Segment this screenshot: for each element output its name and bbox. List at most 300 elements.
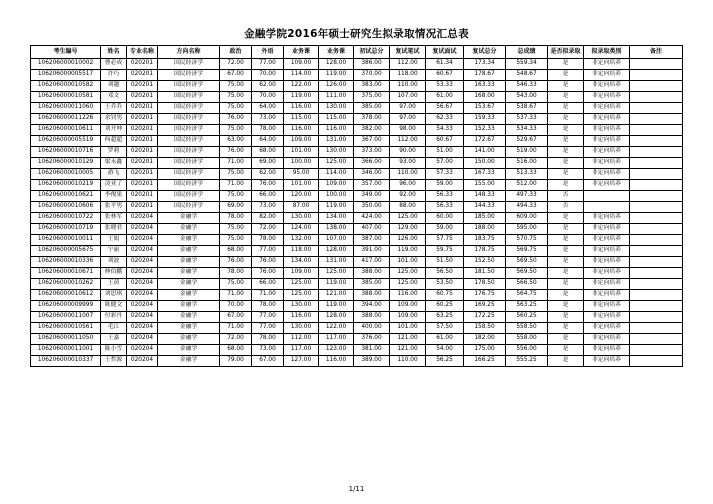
table-cell: 126.00 xyxy=(390,235,426,246)
column-header: 考生编号 xyxy=(31,46,101,59)
table-cell: 90.00 xyxy=(390,147,426,158)
table-cell: 非定向培养 xyxy=(584,257,630,268)
table-cell: 77.00 xyxy=(252,246,284,257)
table-cell: 124.00 xyxy=(284,224,319,235)
table-cell: 92.00 xyxy=(390,191,426,202)
table-cell: 76.00 xyxy=(252,180,284,191)
table-cell: 刘波 xyxy=(101,257,127,268)
table-cell: 71.00 xyxy=(220,323,252,334)
column-header: 拟录取类别 xyxy=(584,46,630,59)
table-cell: 62.33 xyxy=(426,114,464,125)
table-cell: 国民经济学 xyxy=(158,70,220,81)
table-cell: 73.00 xyxy=(252,114,284,125)
table-cell: 余钊男 xyxy=(101,114,127,125)
table-cell: 非定向培养 xyxy=(584,334,630,345)
table-cell: 68.00 xyxy=(252,147,284,158)
table-cell: 75.00 xyxy=(220,279,252,290)
table-cell: 178.75 xyxy=(464,246,506,257)
table-cell: 172.25 xyxy=(464,312,506,323)
table-cell: 57.33 xyxy=(426,169,464,180)
table-cell: 国民经济学 xyxy=(158,81,220,92)
table-cell: 69.00 xyxy=(252,158,284,169)
table-cell: 178.50 xyxy=(464,279,506,290)
column-header: 外语 xyxy=(252,46,284,59)
table-cell: 非定向培养 xyxy=(584,246,630,257)
table-cell: 357.00 xyxy=(354,180,390,191)
table-cell: 389.00 xyxy=(354,356,390,367)
table-cell xyxy=(630,70,683,81)
table-cell: 519.00 xyxy=(506,147,548,158)
table-cell: 是 xyxy=(548,246,584,257)
table-cell: 69.00 xyxy=(220,202,252,213)
table-row xyxy=(31,257,683,268)
table-cell: 非定向培养 xyxy=(584,103,630,114)
table-cell: 106206000011226 xyxy=(31,114,101,125)
table-cell: 101.00 xyxy=(284,180,319,191)
table-cell: 020201 xyxy=(127,92,158,103)
table-cell: 凌亚了 xyxy=(101,180,127,191)
table-cell: 71.00 xyxy=(220,180,252,191)
table-cell: 非定向培养 xyxy=(584,279,630,290)
table-cell: 56.67 xyxy=(426,103,464,114)
table-cell xyxy=(630,334,683,345)
table-cell: 国民经济学 xyxy=(158,92,220,103)
table-cell: 是 xyxy=(548,356,584,367)
table-cell: 国民经济学 xyxy=(158,147,220,158)
table-cell: 63.25 xyxy=(426,312,464,323)
table-cell: 159.33 xyxy=(464,114,506,125)
table-cell: 121.00 xyxy=(390,334,426,345)
table-cell: 125.00 xyxy=(319,158,354,169)
table-cell: 71.00 xyxy=(220,290,252,301)
table-cell: 78.00 xyxy=(252,125,284,136)
table-cell: 386.00 xyxy=(354,59,390,70)
table-cell: 61.34 xyxy=(426,59,464,70)
column-header: 政治 xyxy=(220,46,252,59)
table-cell: 109.00 xyxy=(284,268,319,279)
column-header: 备注 xyxy=(630,46,683,59)
table-cell: 020204 xyxy=(127,257,158,268)
table-cell: 79.00 xyxy=(220,356,252,367)
table-cell: 559.34 xyxy=(506,59,548,70)
table-cell: 93.00 xyxy=(390,158,426,169)
table-cell xyxy=(630,224,683,235)
table-cell: 72.00 xyxy=(220,59,252,70)
table-cell: 350.00 xyxy=(354,202,390,213)
table-cell: 391.00 xyxy=(354,246,390,257)
table-cell: 王嘉 xyxy=(101,334,127,345)
table-cell: 77.00 xyxy=(252,59,284,70)
table-cell: 56.33 xyxy=(426,202,464,213)
table-cell: 许巧 xyxy=(101,70,127,81)
table-row xyxy=(31,169,683,180)
table-cell: 394.00 xyxy=(354,301,390,312)
table-cell: 538.67 xyxy=(506,103,548,114)
table-cell: 116.00 xyxy=(390,290,426,301)
table-cell: 121.00 xyxy=(390,345,426,356)
table-cell: 60.25 xyxy=(426,301,464,312)
table-cell: 67.00 xyxy=(220,70,252,81)
table-cell xyxy=(630,235,683,246)
table-cell: 387.00 xyxy=(354,235,390,246)
table-cell: 560.25 xyxy=(506,312,548,323)
table-cell: 120.00 xyxy=(284,191,319,202)
table-row xyxy=(31,213,683,224)
table-cell: 王娟 xyxy=(101,235,127,246)
table-cell: 106206000011060 xyxy=(31,103,101,114)
table-cell: 106206000010582 xyxy=(31,81,101,92)
table-cell: 国民经济学 xyxy=(158,180,220,191)
column-header: 是否拟录取 xyxy=(548,46,584,59)
table-cell: 刘思琪 xyxy=(101,290,127,301)
table-cell: 否 xyxy=(548,202,584,213)
table-cell: 558.50 xyxy=(506,323,548,334)
table-cell: 118.00 xyxy=(390,70,426,81)
table-cell: 534.33 xyxy=(506,125,548,136)
table-cell: 国民经济学 xyxy=(158,114,220,125)
table-cell: 96.00 xyxy=(390,180,426,191)
table-cell: 020201 xyxy=(127,59,158,70)
table-cell: 王茵 xyxy=(101,279,127,290)
table-cell: 非定向培养 xyxy=(584,147,630,158)
table-cell: 67.00 xyxy=(220,312,252,323)
table-cell: 116.00 xyxy=(284,312,319,323)
table-cell: 109.00 xyxy=(390,301,426,312)
table-cell: 116.00 xyxy=(319,125,354,136)
table-cell: 400.00 xyxy=(354,323,390,334)
table-cell: 87.00 xyxy=(284,202,319,213)
table-cell: 424.00 xyxy=(354,213,390,224)
table-cell: 59.75 xyxy=(426,246,464,257)
table-cell: 407.00 xyxy=(354,224,390,235)
table-cell: 020204 xyxy=(127,334,158,345)
table-cell: 020201 xyxy=(127,169,158,180)
column-header: 总成绩 xyxy=(506,46,548,59)
table-cell: 178.67 xyxy=(464,70,506,81)
table-cell xyxy=(630,158,683,169)
table-row xyxy=(31,334,683,345)
table-cell: 109.00 xyxy=(284,59,319,70)
table-cell: 76.00 xyxy=(220,114,252,125)
table-cell: 155.00 xyxy=(464,180,506,191)
table-cell: 毛江 xyxy=(101,323,127,334)
table-cell: 497.33 xyxy=(506,191,548,202)
table-cell: 金融学 xyxy=(158,290,220,301)
table-cell: 97.00 xyxy=(390,103,426,114)
table-row xyxy=(31,114,683,125)
table-cell: 是 xyxy=(548,103,584,114)
column-header: 复试总分 xyxy=(464,46,506,59)
table-cell: 106206000010612 xyxy=(31,290,101,301)
table-cell: 62.00 xyxy=(252,81,284,92)
table-cell: 110.00 xyxy=(390,169,426,180)
table-cell: 130.00 xyxy=(319,103,354,114)
table-cell: 是 xyxy=(548,301,584,312)
table-cell: 182.00 xyxy=(464,334,506,345)
table-cell: 115.00 xyxy=(319,114,354,125)
table-cell: 非定向培养 xyxy=(584,70,630,81)
table-cell: 111.00 xyxy=(319,92,354,103)
table-cell: 曹必成 xyxy=(101,59,127,70)
table-cell: 130.00 xyxy=(319,147,354,158)
table-cell: 97.00 xyxy=(390,114,426,125)
table-cell: 75.00 xyxy=(220,191,252,202)
table-cell: 125.00 xyxy=(284,279,319,290)
table-cell: 非定向培养 xyxy=(584,114,630,125)
table-cell xyxy=(630,191,683,202)
table-cell xyxy=(630,103,683,114)
table-cell: 388.00 xyxy=(354,290,390,301)
table-cell: 国民经济学 xyxy=(158,59,220,70)
table-cell: 166.25 xyxy=(464,356,506,367)
table-cell: 非定向培养 xyxy=(584,169,630,180)
table-row xyxy=(31,235,683,246)
table-row xyxy=(31,246,683,257)
table-cell: 金融学 xyxy=(158,312,220,323)
table-cell: 176.75 xyxy=(464,290,506,301)
admission-table xyxy=(30,45,683,367)
table-row xyxy=(31,103,683,114)
table-cell: 106206000010002 xyxy=(31,59,101,70)
table-cell: 64.00 xyxy=(252,103,284,114)
table-cell: 119.00 xyxy=(319,279,354,290)
table-cell: 564.75 xyxy=(506,290,548,301)
table-cell: 是 xyxy=(548,312,584,323)
table-cell: 141.00 xyxy=(464,147,506,158)
table-cell: 106206000010581 xyxy=(31,92,101,103)
table-cell: 346.00 xyxy=(354,169,390,180)
table-cell: 388.00 xyxy=(354,312,390,323)
table-cell xyxy=(630,246,683,257)
table-cell: 否 xyxy=(548,191,584,202)
table-row xyxy=(31,81,683,92)
table-cell: 595.00 xyxy=(506,224,548,235)
table-cell xyxy=(630,169,683,180)
table-cell: 邓文 xyxy=(101,92,127,103)
table-cell: 是 xyxy=(548,169,584,180)
table-cell: 73.00 xyxy=(252,345,284,356)
table-cell xyxy=(630,114,683,125)
table-cell: 158.50 xyxy=(464,323,506,334)
table-cell: 548.67 xyxy=(506,70,548,81)
table-cell: 78.00 xyxy=(252,235,284,246)
table-cell: 152.33 xyxy=(464,125,506,136)
table-cell: 020204 xyxy=(127,224,158,235)
table-cell: 128.00 xyxy=(319,246,354,257)
table-cell: 134.00 xyxy=(319,213,354,224)
column-header: 业务课 xyxy=(284,46,319,59)
table-cell: 是 xyxy=(548,114,584,125)
table-cell: 是 xyxy=(548,345,584,356)
table-cell: 是 xyxy=(548,213,584,224)
table-cell: 76.00 xyxy=(252,257,284,268)
table-cell: 75.00 xyxy=(220,92,252,103)
table-cell: 100.00 xyxy=(319,191,354,202)
table-cell: 75.00 xyxy=(220,235,252,246)
table-cell xyxy=(630,290,683,301)
table-cell: 130.00 xyxy=(284,323,319,334)
table-cell: 是 xyxy=(548,268,584,279)
table-row xyxy=(31,279,683,290)
table-cell: 020201 xyxy=(127,114,158,125)
table-cell: 金融学 xyxy=(158,323,220,334)
table-row xyxy=(31,191,683,202)
table-cell: 020204 xyxy=(127,345,158,356)
table-cell: 金融学 xyxy=(158,224,220,235)
table-cell: 110.00 xyxy=(390,81,426,92)
table-cell: 134.00 xyxy=(284,257,319,268)
table-cell: 62.00 xyxy=(252,169,284,180)
table-cell: 非定向培养 xyxy=(584,81,630,92)
table-cell: 金融学 xyxy=(158,246,220,257)
table-cell: 是 xyxy=(548,323,584,334)
table-cell xyxy=(630,92,683,103)
table-cell: 107.00 xyxy=(390,92,426,103)
table-cell: 117.00 xyxy=(319,334,354,345)
table-cell: 106206000010716 xyxy=(31,147,101,158)
table-cell: 106206000010621 xyxy=(31,191,101,202)
table-cell: 020204 xyxy=(127,312,158,323)
table-cell: 106206000011007 xyxy=(31,312,101,323)
table-cell: 563.25 xyxy=(506,301,548,312)
table-cell: 116.00 xyxy=(284,125,319,136)
table-cell: 020204 xyxy=(127,323,158,334)
table-cell: 60.67 xyxy=(426,70,464,81)
table-cell: 76.00 xyxy=(252,268,284,279)
table-cell: 150.00 xyxy=(464,158,506,169)
table-cell: 金融学 xyxy=(158,257,220,268)
page-title: 金融学院2016年硕士研究生拟录取情况汇总表 xyxy=(244,28,469,40)
column-header: 业务课 xyxy=(319,46,354,59)
table-cell: 125.00 xyxy=(390,213,426,224)
table-cell: 101.00 xyxy=(390,323,426,334)
table-cell: 376.00 xyxy=(354,334,390,345)
table-cell: 张平男 xyxy=(101,202,127,213)
table-cell: 国民经济学 xyxy=(158,169,220,180)
table-cell: 122.00 xyxy=(319,323,354,334)
table-cell xyxy=(630,312,683,323)
table-row xyxy=(31,180,683,191)
table-row xyxy=(31,125,683,136)
table-cell xyxy=(630,202,683,213)
table-cell: 100.00 xyxy=(284,158,319,169)
table-cell: 是 xyxy=(548,224,584,235)
table-cell: 60.75 xyxy=(426,290,464,301)
table-cell: 国民经济学 xyxy=(158,103,220,114)
table-cell: 59.00 xyxy=(426,180,464,191)
column-header: 复试面试 xyxy=(426,46,464,59)
table-row xyxy=(31,202,683,213)
table-cell: 国民经济学 xyxy=(158,202,220,213)
table-cell: 020204 xyxy=(127,235,158,246)
table-cell: 546.33 xyxy=(506,81,548,92)
table-cell: 非定向培养 xyxy=(584,213,630,224)
table-cell: 126.00 xyxy=(319,81,354,92)
table-cell xyxy=(630,356,683,367)
table-cell: 112.00 xyxy=(390,59,426,70)
table-cell: 国民经济学 xyxy=(158,191,220,202)
table-cell: 金融学 xyxy=(158,268,220,279)
table-cell: 伸伯鹏 xyxy=(101,268,127,279)
table-cell: 555.25 xyxy=(506,356,548,367)
table-cell: 56.50 xyxy=(426,268,464,279)
table-cell: 金融学 xyxy=(158,356,220,367)
table-cell: 569.50 xyxy=(506,257,548,268)
table-cell: 183.75 xyxy=(464,235,506,246)
table-row xyxy=(31,59,683,70)
table-cell: 78.00 xyxy=(252,301,284,312)
table-cell: 宁丽 xyxy=(101,246,127,257)
table-cell: 67.00 xyxy=(252,356,284,367)
table-cell: 167.33 xyxy=(464,169,506,180)
table-cell: 121.00 xyxy=(319,290,354,301)
table-cell: 119.00 xyxy=(284,92,319,103)
table-cell: 51.50 xyxy=(426,257,464,268)
table-cell: 101.00 xyxy=(390,257,426,268)
table-cell: 020204 xyxy=(127,246,158,257)
table-cell: 020201 xyxy=(127,81,158,92)
table-cell: 金融学 xyxy=(158,279,220,290)
table-cell: 125.00 xyxy=(390,268,426,279)
table-cell: 77.00 xyxy=(252,312,284,323)
table-cell: 169.25 xyxy=(464,301,506,312)
table-cell: 78.00 xyxy=(220,268,252,279)
table-cell: 114.00 xyxy=(319,169,354,180)
table-row xyxy=(31,345,683,356)
table-cell xyxy=(630,136,683,147)
table-cell: 张晓君 xyxy=(101,224,127,235)
table-row xyxy=(31,323,683,334)
table-cell: 106206000010722 xyxy=(31,213,101,224)
table-cell: 国民经济学 xyxy=(158,158,220,169)
table-cell: 570.75 xyxy=(506,235,548,246)
table-cell: 非定向培养 xyxy=(584,224,630,235)
table-cell: 国民经济学 xyxy=(158,136,220,147)
table-cell: 非定向培养 xyxy=(584,180,630,191)
table-cell xyxy=(584,202,630,213)
table-cell: 70.00 xyxy=(220,301,252,312)
table-cell: 非定向培养 xyxy=(584,323,630,334)
table-cell: 51.00 xyxy=(426,147,464,158)
table-cell xyxy=(630,125,683,136)
table-cell: 60.00 xyxy=(426,213,464,224)
table-cell: 106206000010011 xyxy=(31,235,101,246)
table-cell: 569.75 xyxy=(506,246,548,257)
table-cell: 537.33 xyxy=(506,114,548,125)
table-cell: 是 xyxy=(548,290,584,301)
table-cell xyxy=(630,323,683,334)
table-cell: 是 xyxy=(548,147,584,158)
table-cell: 020201 xyxy=(127,180,158,191)
table-cell: 114.00 xyxy=(284,70,319,81)
table-cell: 63.00 xyxy=(220,136,252,147)
table-cell: 64.00 xyxy=(252,136,284,147)
table-cell: 494.33 xyxy=(506,202,548,213)
table-cell: 53.50 xyxy=(426,279,464,290)
table-cell: 119.00 xyxy=(390,246,426,257)
table-cell: 385.00 xyxy=(354,279,390,290)
table-cell: 020204 xyxy=(127,301,158,312)
table-cell: 119.00 xyxy=(319,202,354,213)
table-cell: 61.00 xyxy=(426,334,464,345)
table-cell: 罗莉 xyxy=(101,147,127,158)
table-cell: 116.00 xyxy=(319,356,354,367)
table-cell: 106206000010129 xyxy=(31,158,101,169)
table-cell: 112.00 xyxy=(390,136,426,147)
table-cell: 381.00 xyxy=(354,345,390,356)
table-cell: 54.00 xyxy=(426,345,464,356)
table-cell: 020201 xyxy=(127,202,158,213)
